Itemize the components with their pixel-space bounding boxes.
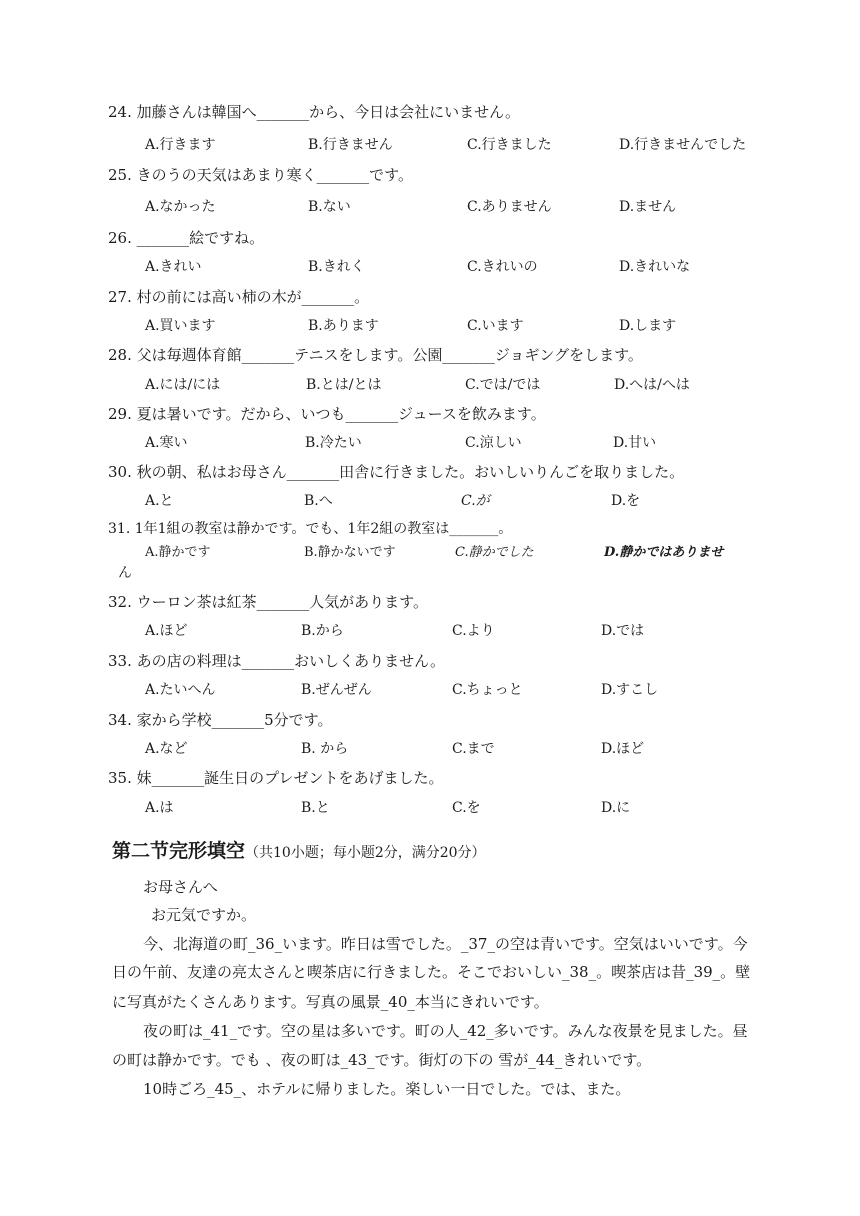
q30-option-a[interactable]: A.と [145,493,174,509]
question-33: 33. あの店の料理は_______おいしくありません。 [108,652,446,670]
q35-option-a[interactable]: A.は [145,800,174,816]
q29-option-d[interactable]: D.甘い [613,435,657,451]
q31-option-d[interactable]: D.静かではありませ [604,545,724,560]
q29-option-c[interactable]: C.涼しい [465,435,522,451]
q24-option-a[interactable]: A.行きます [145,137,216,153]
q35-option-d[interactable]: D.に [601,800,631,816]
question-31: 31. 1年1組の教室は静かです。でも、1年2組の教室は_______。 [108,521,513,537]
q27-option-b[interactable]: B.あります [308,318,379,334]
letter-greeting: お母さんへ [143,878,218,896]
q29-option-b[interactable]: B.冷たい [305,435,362,451]
q31-option-d-wrap: ん [118,565,132,581]
letter-line-1: 今、北海道の町_36_います。昨日は雪でした。_37_の空は青いです。空気はいいです。今 [143,935,748,953]
q33-option-a[interactable]: A.たいへん [145,682,216,698]
q34-option-b[interactable]: B. から [301,741,349,757]
question-25: 25. きのうの天気はあまり寒く_______です。 [108,166,413,184]
q26-option-d[interactable]: D.きれいな [619,259,691,275]
q33-option-c[interactable]: C.ちょっと [452,682,523,698]
q34-option-c[interactable]: C.まで [452,741,495,757]
question-26: 26. _______絵ですね。 [108,229,265,247]
q32-option-c[interactable]: C.より [452,623,495,639]
q26-option-c[interactable]: C.きれいの [467,259,538,275]
q32-option-b[interactable]: B.から [301,623,344,639]
q31-option-a[interactable]: A.静かです [145,545,211,560]
q25-option-d[interactable]: D.ません [619,199,677,215]
q30-option-b[interactable]: B.へ [304,493,333,509]
q32-option-a[interactable]: A.ほど [145,623,188,639]
q32-option-d[interactable]: D.では [601,623,645,639]
letter-line-3: に写真がたくさんあります。写真の風景_40_本当にきれいです。 [112,993,549,1011]
section-heading [112,836,486,863]
question-28: 28. 父は毎週体育館_______テニスをします。公園_______ジョギングをします。 [108,346,643,364]
q35-option-c[interactable]: C.を [452,800,481,816]
q34-option-d[interactable]: D.ほど [601,741,645,757]
question-29: 29. 夏は暑いです。だから、いつも_______ジュースを飲みます。 [108,405,546,423]
q28-option-a[interactable]: A.には/には [145,377,221,393]
q26-option-b[interactable]: B.きれく [308,259,365,275]
q26-option-a[interactable]: A.きれい [145,259,202,275]
q29-option-a[interactable]: A.寒い [145,435,188,451]
section-title: 第二节完形填空 [112,840,246,862]
q28-option-d[interactable]: D.へは/へは [614,377,690,393]
letter-line-4: 夜の町は_41_です。空の星は多いです。町の人_42_多いです。みんな夜景を見ました。昼 [143,1022,748,1040]
q28-option-b[interactable]: B.とは/とは [306,377,382,393]
q24-option-d[interactable]: D.行きませんでした [619,137,747,153]
q34-option-a[interactable]: A.など [145,741,188,757]
letter-opening: お元気ですか。 [151,906,257,924]
q27-option-d[interactable]: D.します [619,318,677,334]
letter-line-2: 日の午前、友達の亮太さんと喫茶店に行きました。そこでおいしい_38_。喫茶店は昔_39_。壁 [112,963,751,981]
q31-option-c[interactable]: C.静かでした [455,545,534,560]
section-note: （共10小题；每小题2分，满分20分） [245,845,486,861]
question-34: 34. 家から学校_______5分です。 [108,711,333,729]
q35-option-b[interactable]: B.と [301,800,330,816]
q24-option-b[interactable]: B.行きません [308,137,393,153]
q27-option-c[interactable]: C.います [467,318,524,334]
q27-option-a[interactable]: A.買います [145,318,216,334]
letter-line-6: 10時ごろ_45_、ホテルに帰りました。楽しい一日でした。では、また。 [143,1080,631,1098]
q28-option-c[interactable]: C.では/では [465,377,541,393]
question-35: 35. 妹_______誕生日のプレゼントをあげました。 [108,769,444,787]
question-32: 32. ウーロン茶は紅茶_______人気があります。 [108,593,428,611]
q30-option-c[interactable]: C.が [461,493,490,509]
q25-option-a[interactable]: A.なかった [145,199,216,215]
q31-option-b[interactable]: B.静かないです [304,545,396,560]
letter-line-5: の町は静かです。でも 、夜の町は_43_です。街灯の下の 雪が_44_きれいです。 [112,1051,652,1069]
q30-option-d[interactable]: D.を [611,493,641,509]
q25-option-b[interactable]: B.ない [308,199,351,215]
question-30: 30. 秋の朝、私はお母さん_______田舎に行きました。おいしいりんごを取りました。 [108,463,685,481]
question-24: 24. 加藤さんは韓国へ_______から、今日は会社にいません。 [108,103,521,121]
q33-option-d[interactable]: D.すこし [601,682,659,698]
question-27: 27. 村の前には高い柿の木が_______。 [108,288,370,306]
q33-option-b[interactable]: B.ぜんぜん [301,682,372,698]
q24-option-c[interactable]: C.行きました [467,137,552,153]
q25-option-c[interactable]: C.ありません [467,199,552,215]
